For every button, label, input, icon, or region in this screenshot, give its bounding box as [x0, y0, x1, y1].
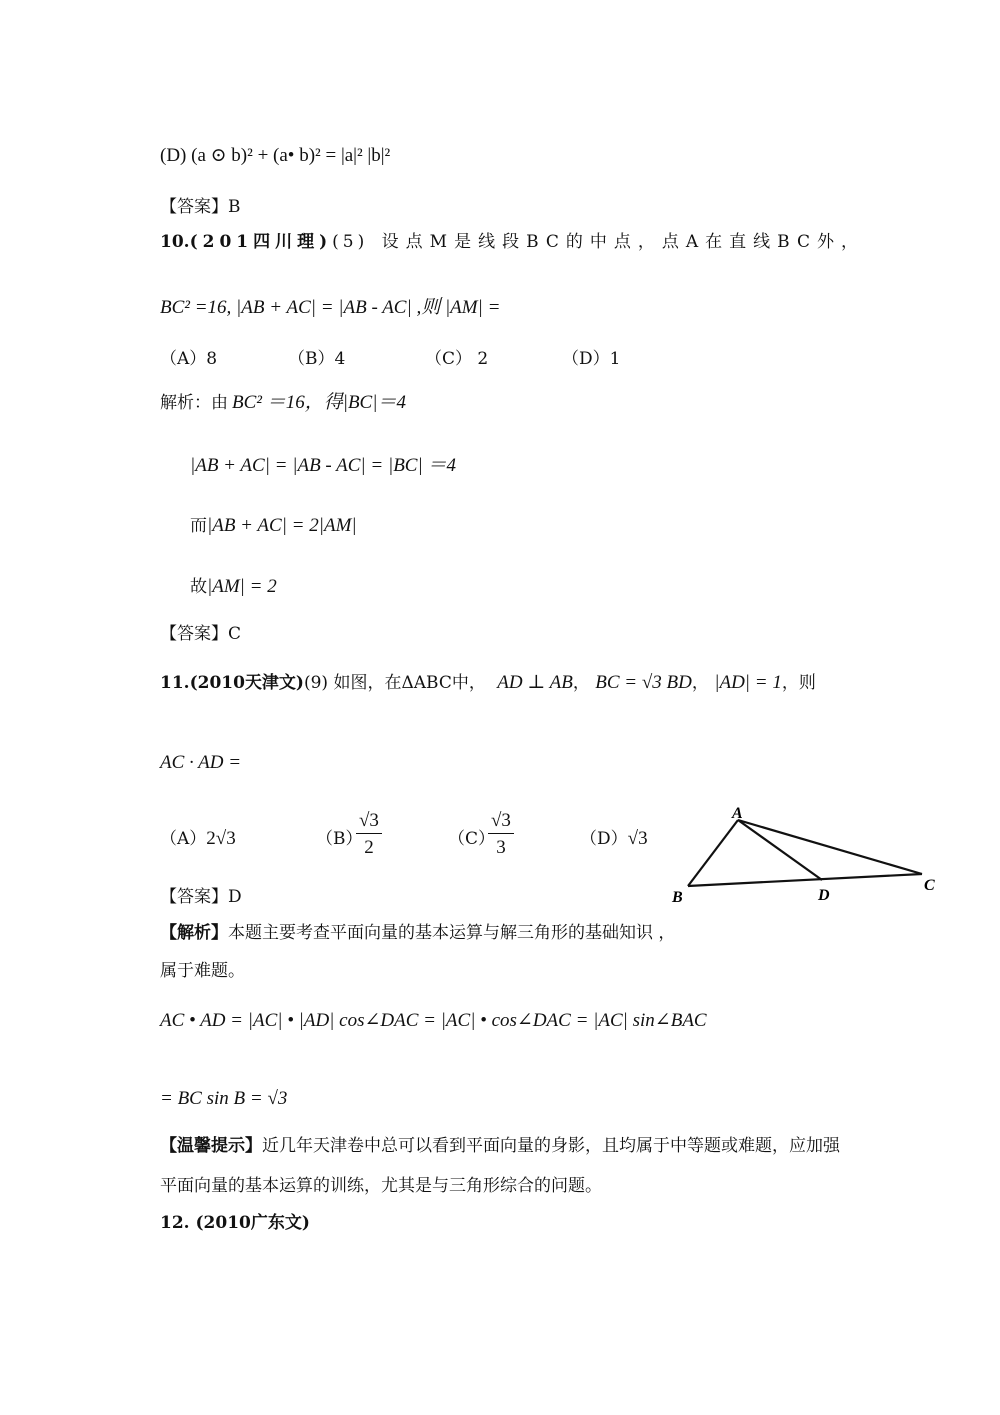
- q10-solution-line3: 而|AB + AC| = 2|AM|: [190, 515, 357, 536]
- q11-option-c-fraction: $\frac{√3}{3}$: [488, 810, 514, 859]
- q11-header: 11.(2010天津文)(9) 如图，在ΔABC中， AD ⊥ AB， BC = √3 BD， |AD| = 1，则: [160, 672, 816, 693]
- q11-equation-2: = BC sin B = √3: [160, 1088, 288, 1109]
- vertex-b-label: B: [672, 889, 683, 906]
- q10-option-a: （A）8: [160, 349, 218, 369]
- q9-answer: 【答案】B: [160, 197, 241, 217]
- side-ac: [738, 820, 922, 874]
- side-bc: [688, 874, 922, 886]
- q11-analysis-line2: 属于难题。: [160, 961, 245, 981]
- q11-answer: 【答案】D: [160, 887, 242, 907]
- q11-tip: 【温馨提示】近几年天津卷中总可以看到平面向量的身影，且均属于中等题或难题，应加强: [160, 1136, 840, 1156]
- triangle-figure: [660, 800, 960, 910]
- q10-solution-line4: 故|AM| = 2: [190, 576, 277, 597]
- vertex-d-label: D: [818, 887, 830, 904]
- q11-question: AC · AD =: [160, 752, 242, 773]
- q10-condition: BC² =16, |AB + AC| = |AB - AC| ,则 |AM| =: [160, 297, 501, 318]
- q11-option-b-label: （B）: [316, 829, 363, 849]
- q11-analysis: 【解析】本题主要考查平面向量的基本运算与解三角形的基础知识 ，: [160, 923, 676, 943]
- q10-header: 10.(201四川理)(5) 设点M是线段BC的中点，点A在直线BC外，: [160, 232, 865, 252]
- q11-option-a: （A）2√3: [160, 828, 236, 849]
- q9-option-d: (D) (a ⊙ b)² + (a• b)² = |a|² |b|²: [160, 145, 391, 166]
- q11-option-c-label: （C）: [448, 829, 496, 849]
- q10-solution-lead: 解析：由 BC² ＝16，得|BC|＝4: [160, 392, 406, 413]
- q12-header: 12. (2010广东文): [160, 1213, 310, 1233]
- side-ab: [688, 820, 738, 886]
- q11-equation-1: AC • AD = |AC| • |AD| cos∠DAC = |AC| • cos∠DAC = |AC| sin∠BAC: [160, 1010, 707, 1031]
- q11-option-b-fraction: $\frac{√3}{2}$: [356, 810, 382, 859]
- q10-answer: 【答案】C: [160, 624, 242, 644]
- q11-tip-line2: 平面向量的基本运算的训练，尤其是与三角形综合的问题。: [160, 1176, 602, 1196]
- q10-option-b: （B）4: [288, 349, 346, 369]
- vertex-a-label: A: [732, 805, 743, 822]
- vertex-c-label: C: [924, 877, 935, 894]
- q10-option-d: （D）1: [562, 349, 621, 369]
- q10-option-c: （C） 2: [425, 349, 489, 369]
- segment-ad: [738, 820, 822, 880]
- q10-solution-line2: |AB + AC| = |AB - AC| = |BC| ＝4: [190, 455, 456, 476]
- q11-option-d: （D）√3: [580, 828, 648, 849]
